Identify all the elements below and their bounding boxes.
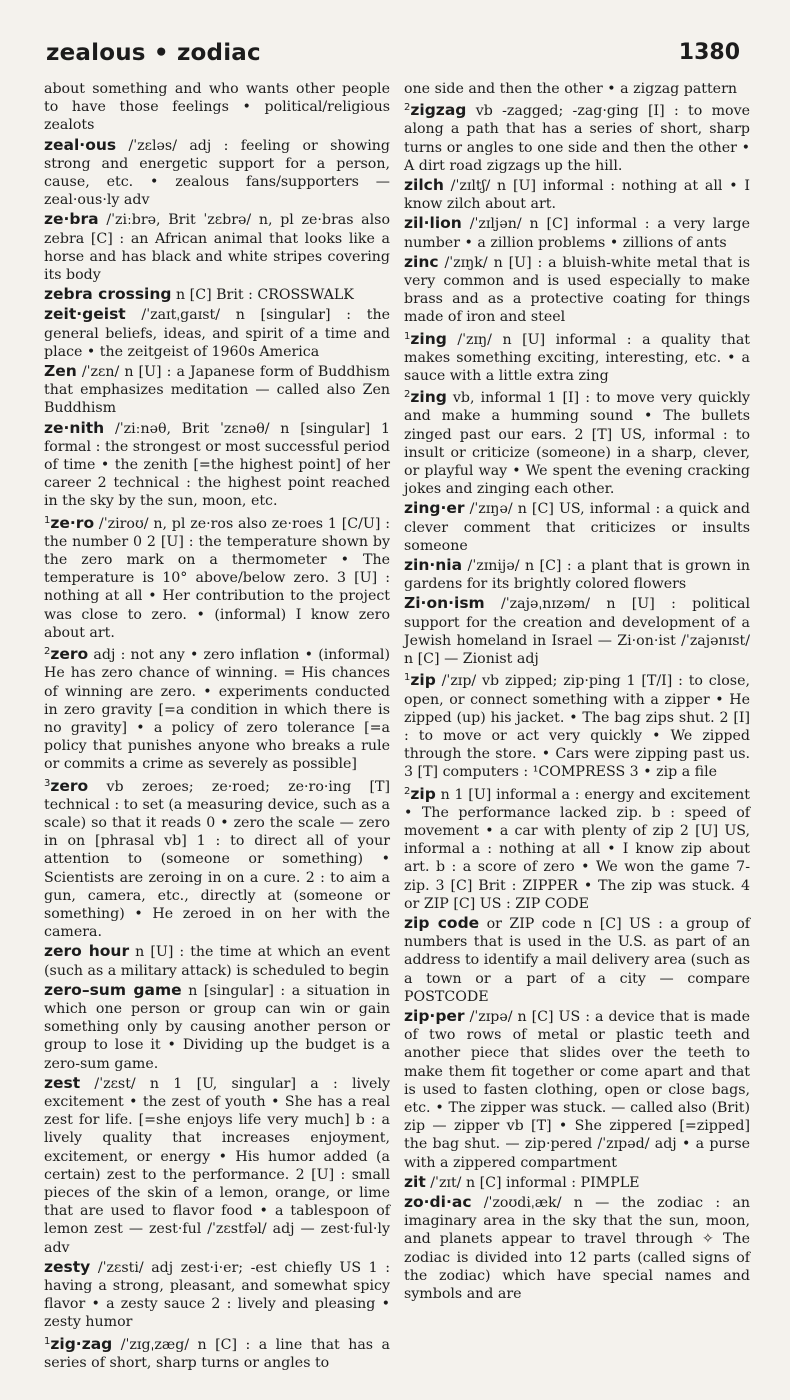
- entry-definition: /ˈziːnəθ, Brit ˈzɛnəθ/ n [singular] 1 formal : the strongest or most successful period of time • the zenith [=the highest point] of her career 2 technical : the highest point reached in the sky by the sun, moon, etc.: [44, 420, 390, 510]
- entry-headword: zebra crossing: [44, 285, 172, 304]
- entry-definition: /ˈzɛləs/ adj : feeling or showing strong and energetic support for a person, cause, etc. • zealous fans/supporters — zeal·ous·ly adv: [44, 137, 390, 209]
- entry-definition: /ˈziːbrə, Brit ˈzɛbrə/ n, pl ze·bras also zebra [C] : an African animal that looks like a horse and has black and white stripes covering its body: [44, 212, 390, 284]
- entry-headword: zigzag: [410, 101, 467, 120]
- dictionary-entry: [44, 305, 390, 361]
- dictionary-entry: [44, 775, 390, 942]
- entry-headword: ze·nith: [44, 418, 105, 437]
- entry-definition: n [U] : the time at which an event (such as a military attack) is scheduled to begin: [44, 944, 390, 979]
- entry-definition: vb, informal 1 [I] : to move very quickly and make a humming sound • The bullets zinged past our ears. 2 [T] US, informal : to insult or criticize (someone) in a sharp, clever, or playful way • We spent the evening cracking jokes and zinging each other.: [404, 390, 750, 498]
- dictionary-entry: [404, 556, 750, 593]
- entry-headword: zip code: [404, 913, 480, 932]
- entry-definition: /ˈzajəˌnɪzəm/ n [U] : political support for the creation and development of a Jewish homeland in Israel — Zi·on·ist /ˈzajənɪst/ n [C] — Zionist adj: [404, 596, 750, 668]
- dictionary-entry: [404, 669, 750, 781]
- entry-definition: n 1 [U] informal a : energy and excitement • The performance lacked zip. b : speed of movement • a car with plenty of zip 2 [U] US, informal a : nothing at all • I know zip about art. b : a score of zero • We won the game 7-zip. 3 [C] Brit : ZIPPER • The zip was stuck. 4 or ZIP [C] US : ZIP CODE: [404, 786, 751, 912]
- columns: [44, 80, 750, 1373]
- dictionary-entry: [404, 1193, 750, 1303]
- dictionary-entry: [44, 362, 390, 418]
- entry-definition: /ˈzɪt/ n [C] informal : PIMPLE: [430, 1174, 640, 1191]
- entry-definition: /ˈzɪgˌzæg/ n [C] : a line that has a series of short, sharp turns or angles to: [44, 1336, 391, 1371]
- entry-definition: /ˈzɛst/ n 1 [U, singular] a : lively excitement • the zest of youth • She has a real zest for life. [=she enjoys life very much] b : a lively quality that increases enjoyment, excitement, or energy • His humor added (a certain) zest to the performance. 2 [U] : small pieces of the skin of a lemon, orange, or lime that are used to flavor food • a tablespoon of lemon zest — zest·ful /ˈzɛstfəl/ adj — zest·ful·ly adv: [44, 1075, 390, 1256]
- homograph-number: 2: [44, 646, 51, 658]
- dictionary-entry: [404, 914, 750, 1006]
- entry-headword: zero–sum game: [44, 980, 182, 999]
- homograph-number: 2: [404, 785, 411, 797]
- dictionary-entry: [44, 285, 390, 304]
- entry-headword: zig·zag: [50, 1334, 113, 1353]
- entry-headword: zin·nia: [404, 556, 463, 575]
- entry-headword: zilch: [404, 176, 444, 195]
- entry-headword: zesty: [44, 1257, 91, 1276]
- entry-headword: zinc: [404, 252, 439, 271]
- dictionary-entry: [404, 328, 750, 386]
- entry-headword: zeal·ous: [44, 135, 117, 154]
- entry-definition: vb -zagged; -zag·ging [I] : to move along a path that has a series of short, sharp turns or angles to one side and then the other • A dirt road zigzags up the hill.: [404, 103, 750, 174]
- entry-headword: Zi·on·ism: [404, 594, 485, 613]
- dictionary-entry: [404, 176, 750, 213]
- dictionary-entry: [404, 253, 750, 327]
- entry-definition: /ˈzɪljən/ n [C] informal : a very large number • a zillion problems • zillions of ants: [404, 216, 750, 251]
- entry-definition: /ˈzɪltʃ/ n [U] informal : nothing at all • I know zilch about art.: [404, 178, 750, 213]
- entry-headword: Zen: [44, 362, 77, 381]
- entry-definition: /ˈzaɪtˌgaɪst/ n [singular] : the general beliefs, ideas, and spirit of a time and place • the zeitgeist of 1960s America: [44, 307, 391, 360]
- entry-definition: n [singular] : a situation in which one person or group can win or gain something only by causing another person or group to lose it • Dividing up the budget is a zero-sum game.: [44, 982, 390, 1072]
- dictionary-entry: [44, 210, 390, 284]
- dictionary-entry: [44, 1258, 390, 1332]
- dictionary-entry: [44, 1074, 390, 1257]
- dictionary-entry: [404, 214, 750, 251]
- left-column: [44, 80, 390, 1373]
- entry-definition: vb zeroes; ze·roed; ze·ro·ing [T] technical : to set (a measuring device, such as a scale) so that it reads 0 • zero the scale — zero in on [phrasal vb] 1 : to direct all of your attention to (someone or something) • Scientists are zeroing in on a cure. 2 : to aim a gun, camera, etc., directly at (someone or something) • He zeroed in on her with the camera.: [44, 778, 390, 941]
- right-column: [404, 80, 750, 1373]
- dictionary-entry: [44, 512, 390, 642]
- entry-headword: zip: [410, 784, 436, 803]
- entry-definition: /ˈzɪŋk/ n [U] : a bluish-white metal that is very common and is used especially to make brass and as a protective coating for things made of iron and steel: [404, 254, 750, 326]
- entry-definition: or ZIP code n [C] US : a group of numbers that is used in the U.S. as part of an address to identify a mail delivery area (such as a town or a part of a city — compare POSTCODE: [404, 915, 751, 1005]
- entry-headword: zing·er: [404, 499, 465, 518]
- entry-definition: /ˈzɪpə/ n [C] US : a device that is made of two rows of metal or plastic teeth and another piece that slides over the teeth to make them fit together or come apart and that is used to fasten clothing, open or close bags, etc. • The zipper was stuck. — called also (Brit) zip — zipper vb [T] • She zippered [=zipped] the bag shut. — zip·pered /ˈzɪpəd/ adj • a purse with a zippered compartment: [404, 1008, 750, 1171]
- entry-headword: zo·di·ac: [404, 1192, 472, 1211]
- dictionary-entry: [404, 499, 750, 555]
- dictionary-entry: [44, 643, 390, 773]
- homograph-number: 1: [404, 330, 411, 342]
- entry-headword: zero hour: [44, 942, 130, 961]
- dictionary-entry: [404, 594, 750, 668]
- entry-headword: zero: [50, 645, 89, 664]
- entry-definition: /ˈzɪŋ/ n [U] informal : a quality that makes something exciting, interesting, etc. • a sauce with a little extra zing: [404, 331, 750, 385]
- dictionary-entry: [404, 99, 750, 175]
- homograph-number: 1: [44, 1335, 51, 1347]
- homograph-number: 2: [404, 389, 411, 401]
- dictionary-entry: [44, 942, 390, 979]
- entry-definition: n [C] Brit : CROSSWALK: [176, 287, 354, 304]
- homograph-number: 1: [404, 672, 411, 684]
- entry-headword: zero: [50, 776, 89, 795]
- dictionary-entry: [44, 136, 390, 210]
- entry-definition: /ˈzɛn/ n [U] : a Japanese form of Buddhism that emphasizes meditation — called also Zen Buddhism: [44, 364, 390, 417]
- entry-definition: /ˈzɪŋə/ n [C] US, informal : a quick and clever comment that criticizes or insults someone: [404, 501, 750, 554]
- page-number: 1380: [678, 40, 740, 65]
- page-header: [44, 36, 750, 70]
- homograph-number: 1: [44, 514, 51, 526]
- entry-headword: zing: [410, 329, 447, 348]
- entry-definition: /ˈzɛsti/ adj zest·i·er; -est chiefly US 1 : having a strong, pleasant, and somewhat spicy flavor • a zesty sauce 2 : lively and pleasing • zesty humor: [44, 1259, 390, 1331]
- dictionary-entry: [404, 1173, 750, 1192]
- dictionary-entry: [404, 80, 750, 98]
- entry-definition: adj : not any • zero inflation • (informal) He has zero chance of winning. = His chances of winning are zero. • experiments conducted in zero gravity [=a condition in which there is no gravity] • a policy of zero tolerance [=a policy that punishes anyone who breaks a rule or commits a crime as severely as possible]: [44, 647, 390, 773]
- entry-headword: zit: [404, 1172, 426, 1191]
- entry-definition: /ˈzɪnijə/ n [C] : a plant that is grown in gardens for its brightly colored flowers: [404, 558, 750, 593]
- entry-definition: about something and who wants other people to have those feelings • political/religious zealots: [44, 81, 390, 134]
- entry-headword: zeit·geist: [44, 305, 126, 324]
- dictionary-entry: [404, 386, 750, 498]
- entry-headword: zip: [410, 671, 436, 690]
- entry-definition: one side and then the other • a zigzag pattern: [404, 81, 737, 97]
- homograph-number: 3: [44, 777, 51, 789]
- entry-definition: /ˈzoʊdiˌæk/ n — the zodiac : an imaginary area in the sky that the sun, moon, and planets appear to travel through ✧ The zodiac is divided into 12 parts (called signs of the zodiac) which have special names and symbols and are: [404, 1194, 751, 1302]
- homograph-number: 2: [404, 102, 411, 114]
- dictionary-entry: [44, 981, 390, 1073]
- dictionary-entry: [44, 1333, 390, 1372]
- dictionary-entry: [44, 80, 390, 135]
- entry-definition: /ˈziroʊ/ n, pl ze·ros also ze·roes 1 [C/U] : the number 0 2 [U] : the temperature shown by the zero mark on a thermometer • The temperature is 10° above/below zero. 3 [U] : nothing at all • Her contribution to the project was close to zero. • (informal) I know zero about art.: [44, 515, 391, 641]
- dictionary-entry: [404, 1007, 750, 1172]
- entry-headword: zing: [410, 388, 447, 407]
- entry-headword: zil·lion: [404, 214, 462, 233]
- entry-headword: ze·bra: [44, 210, 99, 229]
- dictionary-entry: [404, 783, 750, 913]
- entry-definition: /ˈzɪp/ vb zipped; zip·ping 1 [T/I] : to close, open, or connect something with a zipper • He zipped (up) his jacket. • The bag zips shut. 2 [I] : to move or act very quickly • We zipped through the store. • Cars were zipping past us. 3 [T] computers : ¹COMPRESS 3 • zip a file: [404, 673, 750, 781]
- entry-headword: ze·ro: [50, 513, 95, 532]
- entry-headword: zip·per: [404, 1006, 465, 1025]
- entry-headword: zest: [44, 1073, 81, 1092]
- dictionary-entry: [44, 419, 390, 511]
- guide-words: zealous • zodiac: [46, 40, 261, 66]
